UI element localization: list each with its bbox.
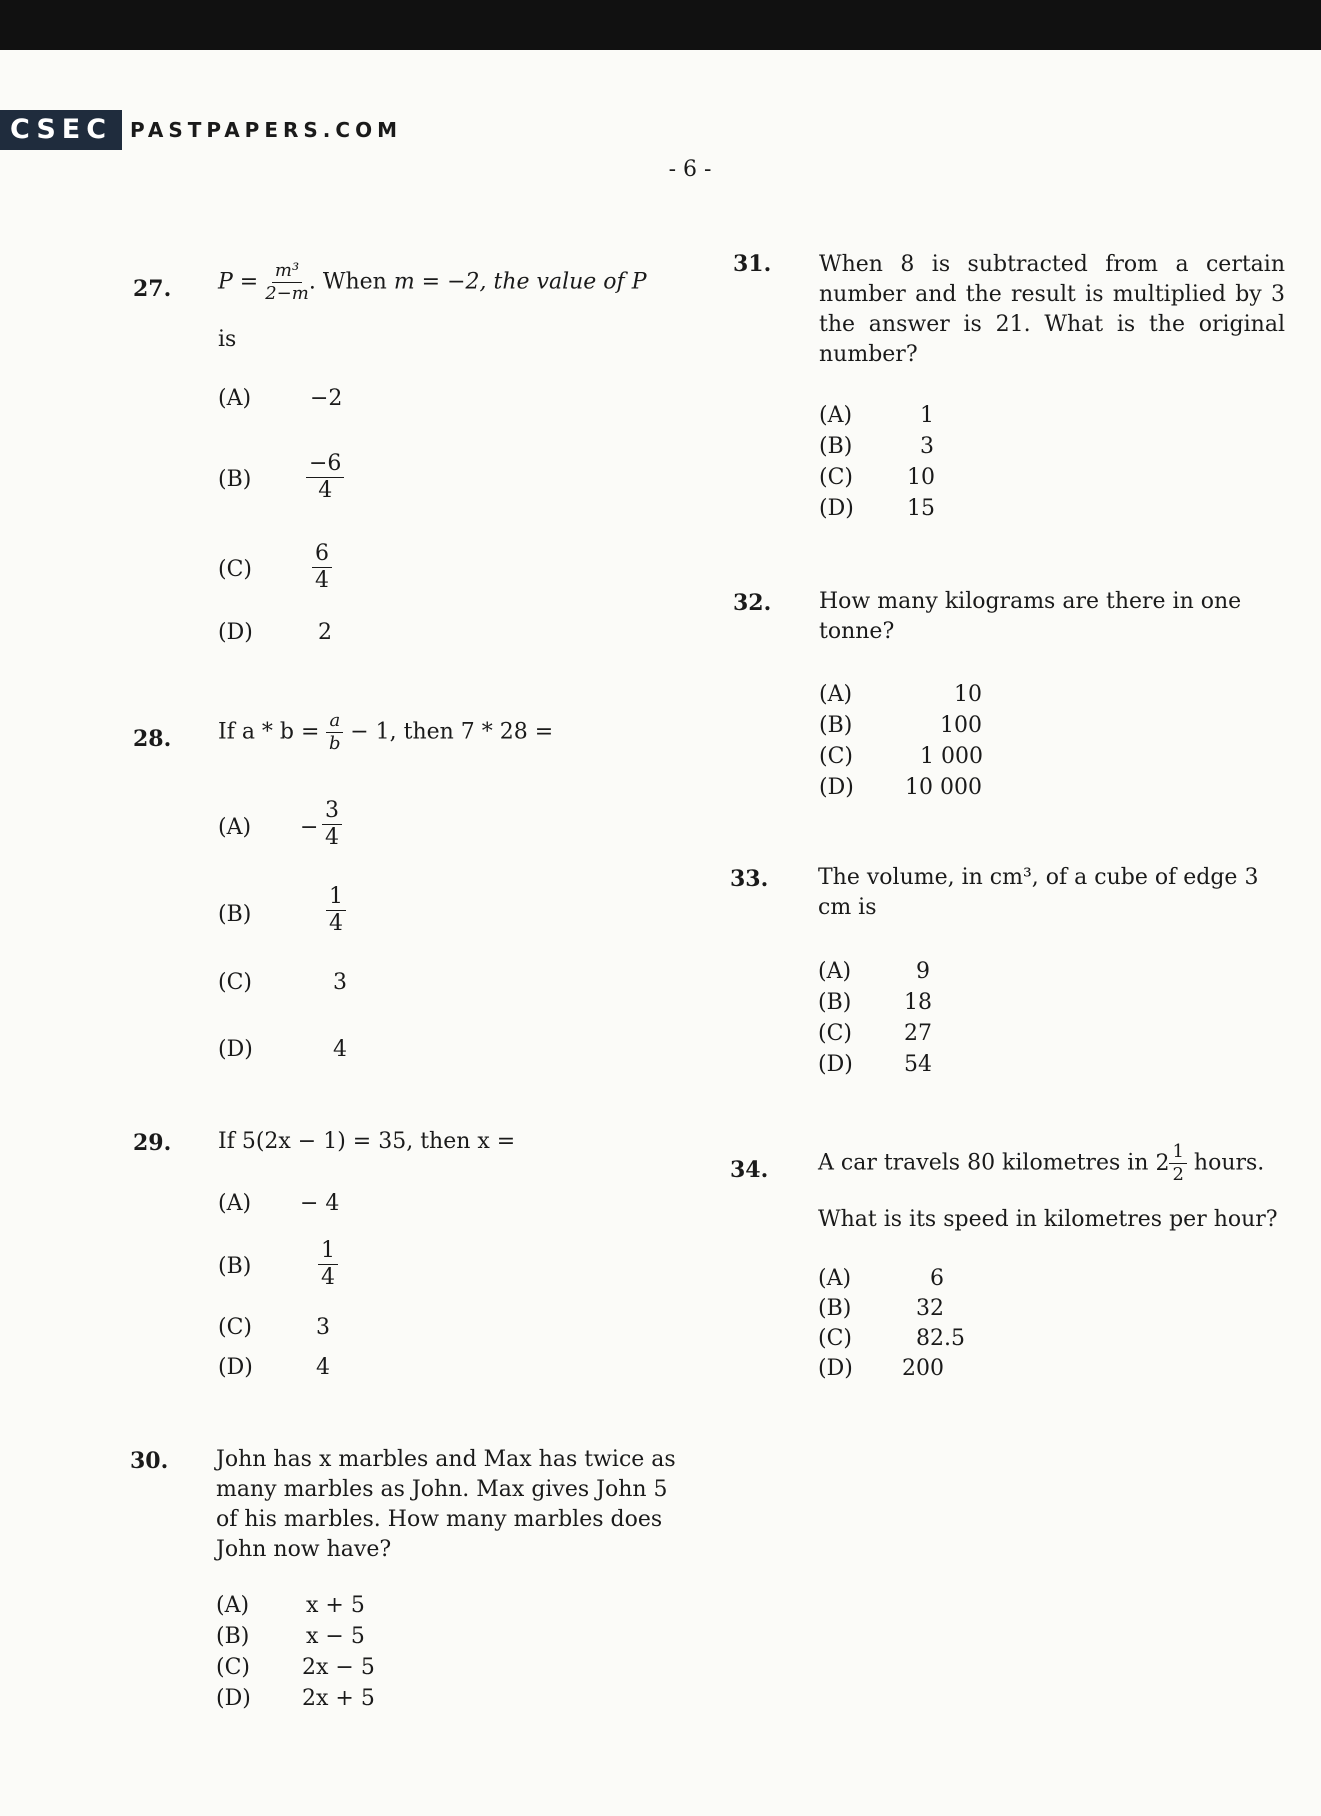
- option-value: 54: [904, 1052, 932, 1077]
- option-fraction: [322, 800, 342, 849]
- mixed-number: [1155, 1141, 1193, 1185]
- option-value: 3: [333, 970, 347, 995]
- question-number: 33.: [730, 866, 769, 892]
- option-label[interactable]: (D): [218, 1037, 253, 1062]
- option-label[interactable]: (A): [818, 959, 852, 984]
- option-label[interactable]: (D): [819, 775, 854, 800]
- option-value: 10: [954, 682, 982, 707]
- option-label[interactable]: (D): [819, 496, 854, 521]
- option-label[interactable]: (B): [818, 1296, 852, 1321]
- question-stem: If 5(2x − 1) = 35, then x =: [218, 1129, 516, 1154]
- option-value: 2x + 5: [302, 1686, 375, 1711]
- option-value: 100: [940, 713, 982, 738]
- question-stem: [218, 262, 647, 303]
- fraction-denominator: b: [329, 733, 341, 754]
- question-number: 34.: [730, 1157, 769, 1183]
- option-value: 4: [333, 1037, 347, 1062]
- fraction-numerator: 1: [326, 886, 346, 911]
- fraction-numerator: a: [326, 712, 343, 733]
- option-label[interactable]: (A): [216, 1593, 250, 1618]
- option-label[interactable]: (B): [218, 467, 252, 492]
- fraction-numerator: 1: [318, 1240, 338, 1265]
- option-fraction: [326, 886, 346, 935]
- fraction-numerator: 1: [1169, 1143, 1186, 1164]
- option-label[interactable]: (D): [818, 1356, 853, 1381]
- option-value: −2: [310, 386, 343, 411]
- question-number: 32.: [733, 590, 772, 616]
- fraction-numerator: 6: [312, 543, 332, 568]
- fraction-denominator: 2−m: [265, 283, 309, 304]
- fraction-denominator: 4: [318, 478, 333, 503]
- option-label[interactable]: (C): [218, 970, 252, 995]
- option-label[interactable]: (A): [218, 386, 252, 411]
- logo-text: PASTPAPERS.COM: [130, 118, 402, 142]
- option-value: 10: [907, 465, 935, 490]
- mixed-whole: 2: [1155, 1150, 1170, 1176]
- question-stem: How many kilograms are there in one tonne?: [819, 589, 1242, 644]
- option-label[interactable]: (C): [818, 1326, 852, 1351]
- fraction-denominator: 4: [321, 1265, 335, 1290]
- option-value: 27: [904, 1021, 932, 1046]
- option-label[interactable]: (C): [216, 1655, 250, 1680]
- question-stem: [218, 712, 553, 753]
- option-value: 2x − 5: [302, 1655, 375, 1680]
- option-fraction: [318, 1240, 338, 1289]
- option-fraction: [312, 543, 332, 592]
- page-number: - 6 -: [668, 157, 712, 182]
- fraction-numerator: m³: [272, 262, 302, 283]
- site-logo[interactable]: [0, 110, 402, 150]
- option-label[interactable]: (B): [818, 990, 852, 1015]
- question-number: 29.: [133, 1130, 172, 1156]
- stem-text: hours.: [1193, 1150, 1265, 1176]
- option-label[interactable]: (C): [218, 557, 252, 582]
- option-value: 10 000: [905, 775, 982, 800]
- option-value: x + 5: [306, 1593, 365, 1618]
- fraction-denominator: 4: [329, 911, 343, 936]
- option-label[interactable]: (C): [218, 1315, 252, 1340]
- option-label[interactable]: (B): [216, 1624, 250, 1649]
- option-fraction: [306, 453, 344, 502]
- question-stem: When 8 is subtracted from a certain number and the result is multiplied by 3 the answer is 21. What is the original number?: [819, 252, 1285, 367]
- option-value: 18: [904, 990, 932, 1015]
- option-value: 4: [316, 1355, 330, 1380]
- stem-text: What is its speed in kilometres per hour?: [818, 1207, 1278, 1232]
- option-value: 32: [916, 1296, 944, 1321]
- option-value: 15: [907, 496, 935, 521]
- fraction: [265, 262, 309, 303]
- top-bar: [0, 0, 1321, 50]
- option-label[interactable]: (A): [819, 403, 853, 428]
- stem-text: If a * b =: [218, 719, 320, 745]
- option-label[interactable]: (C): [819, 465, 853, 490]
- stem-text: A car travels 80 kilometres in: [818, 1150, 1149, 1176]
- option-value: x − 5: [306, 1624, 365, 1649]
- option-label[interactable]: (C): [818, 1021, 852, 1046]
- stem-text: − 1, then 7 * 28 =: [350, 719, 554, 745]
- option-label[interactable]: (A): [218, 1191, 252, 1216]
- fraction-numerator: −6: [306, 453, 344, 478]
- fraction-denominator: 4: [315, 568, 329, 593]
- option-value: 6: [930, 1266, 944, 1291]
- question-stem: John has x marbles and Max has twice as many marbles as John. Max gives John 5 of his marbles. How many marbles does John now have?: [216, 1447, 676, 1562]
- option-value: 200: [902, 1356, 944, 1381]
- fraction-denominator: 2: [1172, 1164, 1184, 1185]
- option-label[interactable]: (B): [218, 1254, 252, 1279]
- option-label[interactable]: (B): [819, 434, 853, 459]
- option-label[interactable]: (D): [818, 1052, 853, 1077]
- stem-text: . When: [308, 269, 387, 295]
- question-number: 31.: [733, 251, 772, 277]
- option-label[interactable]: (A): [218, 815, 252, 840]
- fraction-numerator: 3: [322, 800, 342, 825]
- fraction-denominator: 4: [325, 825, 339, 850]
- option-sign: −: [300, 815, 319, 840]
- fraction: [326, 712, 343, 753]
- fraction: [1169, 1143, 1186, 1184]
- stem-text: P =: [218, 269, 259, 295]
- option-value: 9: [916, 959, 930, 984]
- question-number: 30.: [130, 1448, 169, 1474]
- option-value: 1: [920, 403, 934, 428]
- option-label[interactable]: (C): [819, 744, 853, 769]
- question-number: 28.: [133, 726, 172, 752]
- question-number: 27.: [133, 276, 172, 302]
- option-label[interactable]: (A): [819, 682, 853, 707]
- option-value: − 4: [300, 1191, 340, 1216]
- option-label[interactable]: (B): [819, 713, 853, 738]
- option-label[interactable]: (D): [218, 620, 253, 645]
- option-value: 3: [920, 434, 934, 459]
- stem-text: m = −2, the value of: [393, 269, 625, 295]
- question-stem: The volume, in cm³, of a cube of edge 3 cm is: [818, 865, 1259, 920]
- option-label[interactable]: (A): [818, 1266, 852, 1291]
- option-value: 82.5: [916, 1326, 965, 1351]
- option-label[interactable]: (B): [218, 902, 252, 927]
- option-label[interactable]: (D): [216, 1686, 251, 1711]
- stem-text: P: [631, 269, 647, 295]
- option-label[interactable]: (D): [218, 1355, 253, 1380]
- stem-text: is: [218, 327, 237, 352]
- logo-box: CSEC: [0, 110, 122, 150]
- option-value: 1 000: [920, 744, 983, 769]
- option-value: 2: [318, 620, 332, 645]
- option-value: 3: [316, 1315, 330, 1340]
- question-stem: [818, 1143, 1264, 1184]
